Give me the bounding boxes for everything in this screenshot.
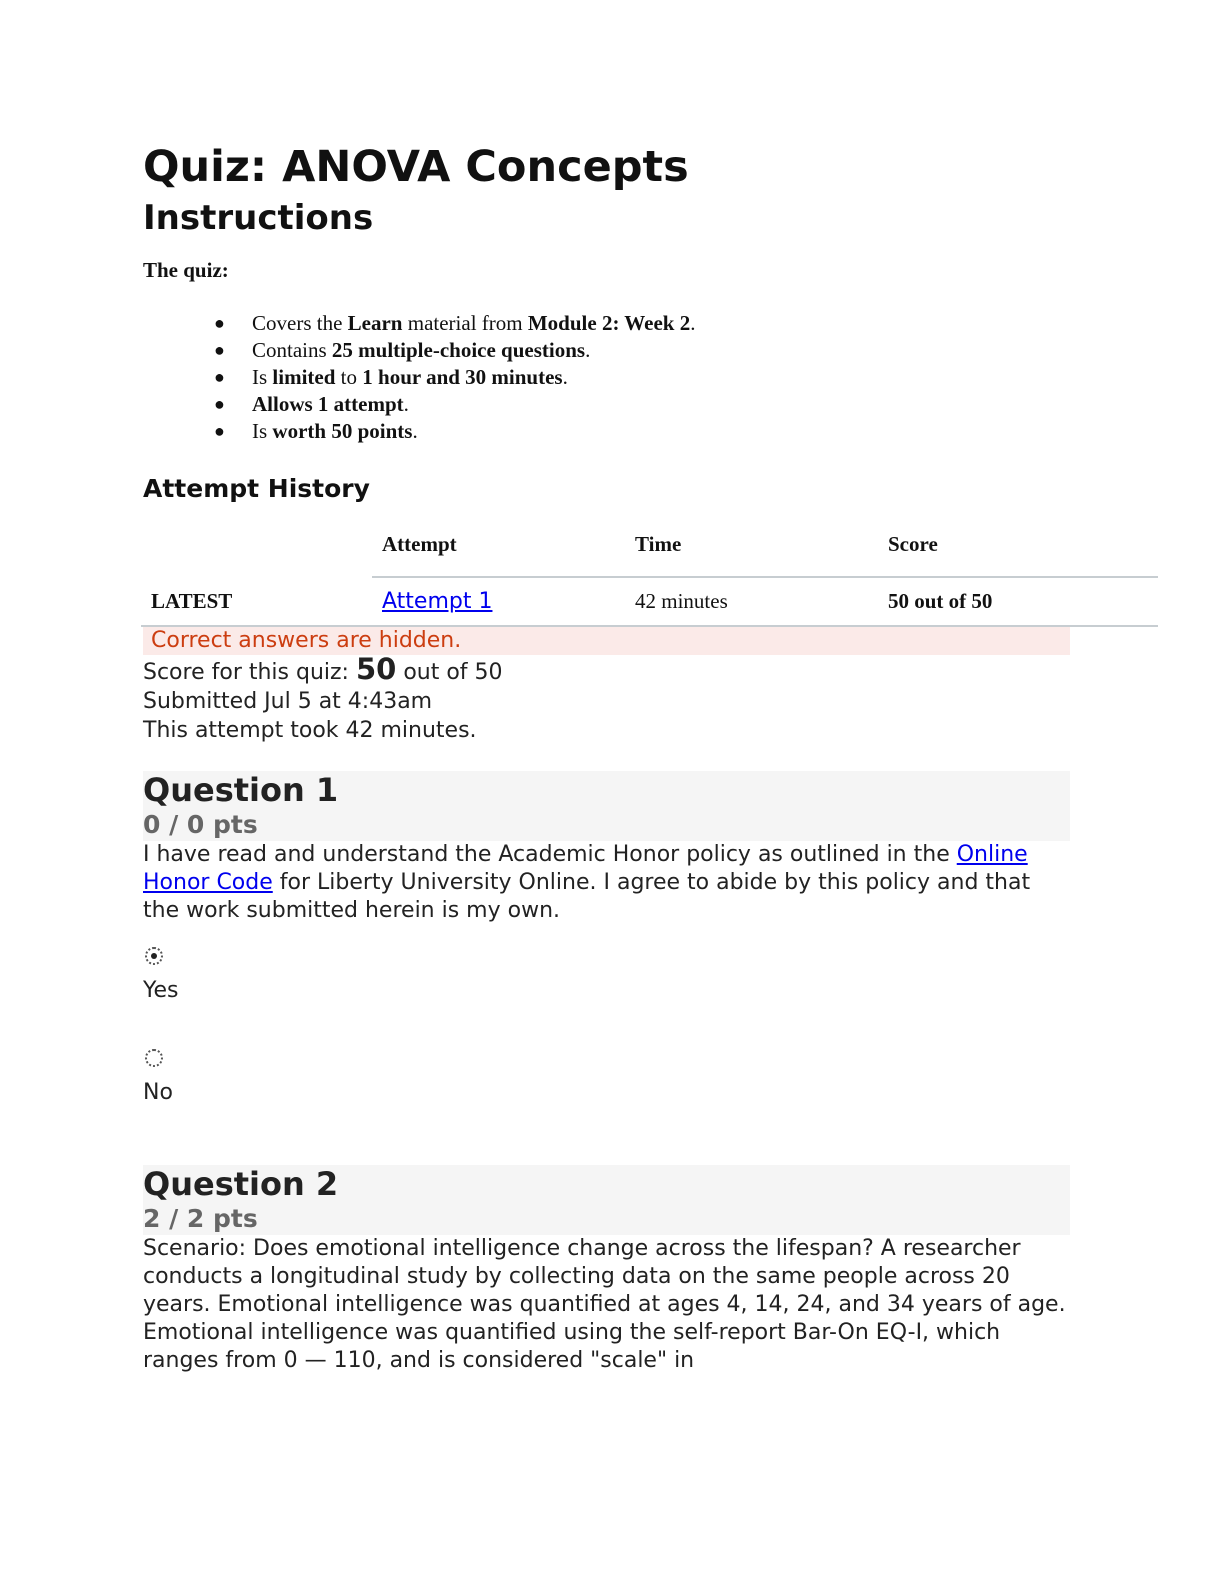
fact-text: . (412, 419, 418, 443)
fact-bold-text: Learn (347, 311, 403, 335)
question-text-end: for Liberty University Online. I agree to abide by this policy and that the work submitted herein is my own. (143, 870, 1031, 923)
quiz-score-line (143, 652, 1158, 687)
quiz-facts-list (143, 310, 1158, 445)
fact-text: material from (402, 311, 528, 335)
quiz-fact-text (252, 311, 695, 335)
fact-text: Contains (252, 338, 332, 362)
attempt-link[interactable]: Attempt 1 (382, 589, 493, 614)
attempt-history-table (141, 528, 1158, 627)
fact-text: . (403, 392, 409, 416)
quiz-fact-item (214, 364, 1158, 391)
bullet-icon: ● (214, 313, 225, 333)
quiz-title: Quiz: ANOVA Concepts (143, 142, 689, 192)
column-header-time: Time (625, 528, 878, 577)
quiz-fact-text (252, 338, 590, 362)
question-header (143, 771, 1070, 841)
column-header-blank (141, 528, 372, 577)
table-row (141, 577, 1158, 626)
correct-answers-hidden-notice: Correct answers are hidden. (143, 627, 1070, 655)
answer-option[interactable] (143, 947, 1158, 1005)
score-value: 50 (355, 652, 397, 686)
score-summary (143, 652, 1158, 745)
quiz-fact-item (214, 418, 1158, 445)
fact-text: . (690, 311, 696, 335)
fact-text: to (335, 365, 363, 389)
online-honor-code-link[interactable]: Online Honor Code (143, 842, 1028, 895)
radio-unselected-icon[interactable] (145, 1049, 163, 1067)
bullet-icon: ● (214, 421, 225, 441)
fact-bold-text: Allows 1 attempt (252, 392, 404, 416)
quiz-fact-item (214, 310, 1158, 337)
fact-bold-text: 25 multiple-choice questions (331, 338, 586, 362)
question-points: 0 / 0 pts (143, 810, 258, 839)
time-cell: 42 minutes (625, 577, 878, 626)
quiz-page (143, 140, 1158, 1375)
submitted-time: Submitted Jul 5 at 4:43am (143, 689, 433, 714)
score-prefix: Score for this quiz: (143, 660, 356, 685)
bullet-icon: ● (214, 367, 225, 387)
question-title: Question 1 (143, 771, 339, 809)
answer-option[interactable] (143, 1049, 1158, 1107)
attempt-history-heading: Attempt History (143, 474, 370, 503)
fact-bold-text: limited (272, 365, 336, 389)
quiz-fact-item (214, 391, 1158, 418)
question-header (143, 1165, 1070, 1235)
question-title: Question 2 (143, 1165, 339, 1203)
fact-bold-text: Module 2: Week 2 (527, 311, 691, 335)
bullet-icon: ● (214, 394, 225, 414)
answer-label: No (143, 1080, 173, 1105)
instructions-heading: Instructions (143, 198, 374, 238)
quiz-intro: The quiz: (143, 258, 229, 282)
attempt-cell (372, 577, 625, 626)
score-cell: 50 out of 50 (878, 577, 1158, 626)
answer-label: Yes (143, 978, 179, 1003)
fact-text: Is (252, 419, 273, 443)
score-suffix: out of 50 (396, 660, 503, 685)
bullet-icon: ● (214, 340, 225, 360)
fact-text: . (585, 338, 591, 362)
question-points: 2 / 2 pts (143, 1204, 258, 1233)
quiz-fact-text (252, 365, 568, 389)
question-text: Scenario: Does emotional intelligence change across the lifespan? A researcher conducts a longitudinal study by collecting data on the same people across 20 years. Emotional intelligence was quantified at ages 4, 14, 24, and 34 years of age. Emotional intelligence was quantified using the self-report Bar-On EQ-I, which ranges from 0 — 110, and is considered "scale" in (143, 1236, 1066, 1373)
fact-text: Covers the (252, 311, 348, 335)
fact-bold-text: 1 hour and 30 minutes (362, 365, 563, 389)
table-header-row (141, 528, 1158, 577)
quiz-fact-text (252, 419, 418, 443)
question-text (143, 841, 1070, 925)
quiz-fact-text (252, 392, 409, 416)
column-header-attempt: Attempt (372, 528, 625, 577)
column-header-score: Score (878, 528, 1158, 577)
attempt-duration: This attempt took 42 minutes. (143, 718, 477, 743)
fact-text: Is (252, 365, 273, 389)
quiz-fact-item (214, 337, 1158, 364)
latest-label: LATEST (141, 577, 372, 626)
radio-selected-icon[interactable] (145, 947, 163, 965)
fact-text: . (562, 365, 568, 389)
question-text-start: I have read and understand the Academic Honor policy as outlined in the (143, 842, 957, 867)
fact-bold-text: worth 50 points (272, 419, 413, 443)
